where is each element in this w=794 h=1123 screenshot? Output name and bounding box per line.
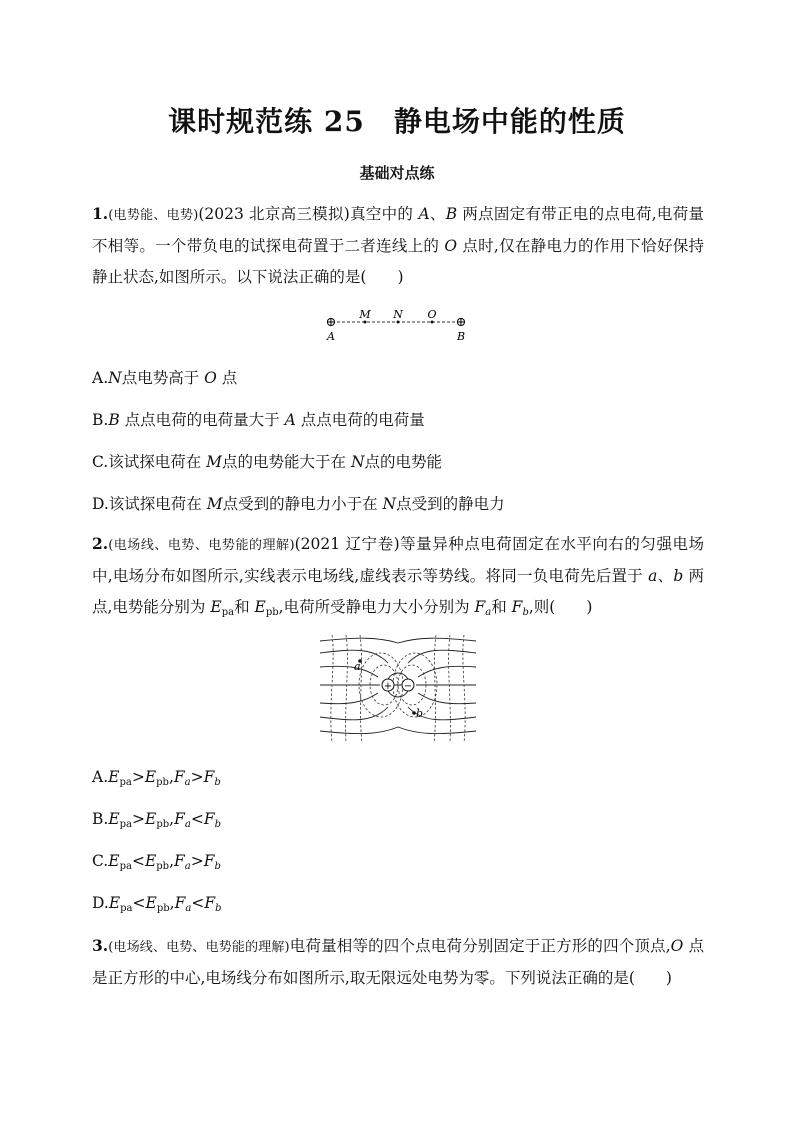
stem-text: 、 [657,567,674,585]
sub-b: b [214,777,221,788]
label-O: O [427,308,437,321]
sub-pa: pa [119,777,132,788]
stem-text: 和 [234,598,255,616]
question-tag: (电场线、电势、电势能的理解) [108,538,295,553]
var-F: F [174,894,186,912]
option-text: 点受到的静电力小于在 [222,495,383,513]
option-prefix: C.该试探电荷在 [92,453,207,471]
question-number: 2. [92,534,109,553]
option-var: N [350,453,365,471]
minus-sign: − [403,681,413,692]
stem-text: 等量异种点电荷固定在水平向右的匀强电场中,电场分布如图所示,实线表示电场线,虚线表示等势线。将同一负电荷先后置于 [92,535,704,585]
var-E: E [108,768,120,786]
q2-option-b[interactable]: $B.E_{pa}>E_{pb},F_a<F_b$ [92,810,222,830]
label-b: b [416,707,424,720]
option-operator: > [190,852,204,870]
var-B: B [445,205,458,223]
var-E: E [108,894,121,912]
option-text: 点点电荷的电荷量大于 [119,411,285,429]
q2-option-d[interactable]: $D.E_{pa}<E_{pb},F_a<F_b$ [92,894,222,914]
option-prefix: A. [92,768,109,786]
option-operator: < [132,894,146,912]
q1-option-c[interactable] [92,450,442,472]
question-source: (2021 辽宁卷) [294,535,400,553]
option-prefix: B. [92,411,109,429]
var-F: F [511,598,523,616]
option-operator: < [191,894,205,912]
sub-pb: pb [265,607,279,618]
label-M: M [359,308,371,321]
var-a: a [648,567,658,585]
stem-text: ,电荷所受静电力大小分别为 [278,598,475,616]
stem-text: 点时,仅在静电力的作用下恰好保持静止状态,如图所示。以下说法正确的是( ) [92,237,705,286]
question-number: 3. [92,936,109,955]
sub-a: a [184,819,191,830]
var-E: E [144,852,157,870]
figure-charges-line [318,305,478,345]
sub-b: b [214,861,221,872]
var-F: F [173,768,185,786]
page-title: 课时规范练 25 静电场中能的性质 [168,105,626,138]
option-prefix: B. [92,810,109,828]
var-F: F [203,768,215,786]
var-A: A [418,205,430,223]
option-var: O [204,369,217,387]
question-number: 1. [92,204,109,223]
var-E: E [145,894,157,912]
label-N: N [393,308,403,321]
option-var: A [284,411,296,429]
q1-option-b[interactable] [92,408,425,430]
question-tag: (电势能、电势) [108,208,199,223]
var-b: b [673,567,684,585]
sub-pb: pb [156,777,169,788]
stem-text: 真空中的 [349,205,419,223]
sub-a: a [184,777,191,788]
stem-text: 和 [491,598,512,616]
question-tag: (电场线、电势、电势能的理解) [108,940,290,955]
var-E: E [210,598,222,616]
stem-text: 两点,电势能分别为 [92,567,704,616]
stem-text: ,则( ) [528,598,593,616]
label-a: a [354,660,361,673]
label-B: B [456,330,466,343]
option-var: N [108,369,122,387]
option-var: M [206,453,223,471]
label-A: A [327,330,335,343]
sub-a: a [485,607,492,618]
sub-b: b [214,819,222,830]
sub-pa: pa [120,903,133,914]
var-E: E [144,768,157,786]
charge-A-symbol: ⊕ [325,315,337,330]
q2-option-a[interactable]: $A.E_{pa}>E_{pb},F_a>F_b$ [92,768,221,788]
sub-pb: pb [156,861,170,872]
q2-option-c[interactable]: $C.E_{pa}<E_{pb},F_a>F_b$ [92,852,221,872]
option-text: 点的电势能 [364,453,443,471]
option-text: 点 [216,369,238,387]
var-E: E [254,598,266,616]
option-text: 点受到的静电力 [396,495,505,513]
option-operator: > [131,768,145,786]
question-2-stem [92,528,704,628]
var-F: F [203,810,215,828]
q1-option-d[interactable] [92,492,505,514]
figure-field-lines [318,633,478,745]
sub-b: b [522,607,529,618]
sub-b: b [215,903,222,914]
stem-text: 两点固定有带正电的点电荷,电荷量不相等。一个带负电的试探电荷置于二者连线上的 [92,205,705,255]
option-text: 点电势高于 [121,369,205,387]
var-E: E [108,810,120,828]
option-operator: < [190,810,204,828]
option-var: M [206,495,223,513]
sub-pa: pa [119,819,133,830]
option-text: 点点电荷的电荷量 [295,411,425,429]
sub-pa: pa [119,861,132,872]
sub-pa: pa [221,607,235,618]
option-prefix: D. [92,894,109,912]
stem-text: 点是正方形的中心,电场线分布如图所示,取无限远处电势为零。下列说法正确的是( ) [92,937,704,987]
question-source: (2023 北京高三模拟) [198,205,350,223]
var-O: O [444,237,458,255]
stem-text: 、 [429,205,446,223]
var-F: F [474,598,486,616]
var-E: E [108,852,120,870]
question-3-stem [92,930,704,994]
var-O: O [670,937,684,955]
section-heading: 基础对点练 [359,164,435,182]
option-prefix: D.该试探电荷在 [92,495,207,513]
option-prefix: C. [92,852,109,870]
option-text: 点的电势能大于在 [222,453,351,471]
sub-pb: pb [156,903,170,914]
var-F: F [203,852,215,870]
stem-text: 电荷量相等的四个点电荷分别固定于正方形的四个顶点, [289,937,671,955]
charge-B-symbol: ⊕ [455,315,467,330]
option-operator: > [190,768,204,786]
option-var: N [382,495,397,513]
q1-option-a[interactable] [92,366,237,388]
sub-a: a [184,861,191,872]
sub-a: a [185,903,192,914]
question-1-stem [92,198,704,293]
option-operator: > [132,810,146,828]
var-F: F [204,894,216,912]
option-var: B [108,411,120,429]
var-F: F [174,852,185,870]
sub-pb: pb [156,819,170,830]
var-F: F [174,810,185,828]
option-prefix: A. [92,369,109,387]
option-operator: < [131,852,145,870]
plus-sign: + [383,681,393,692]
var-E: E [145,810,157,828]
